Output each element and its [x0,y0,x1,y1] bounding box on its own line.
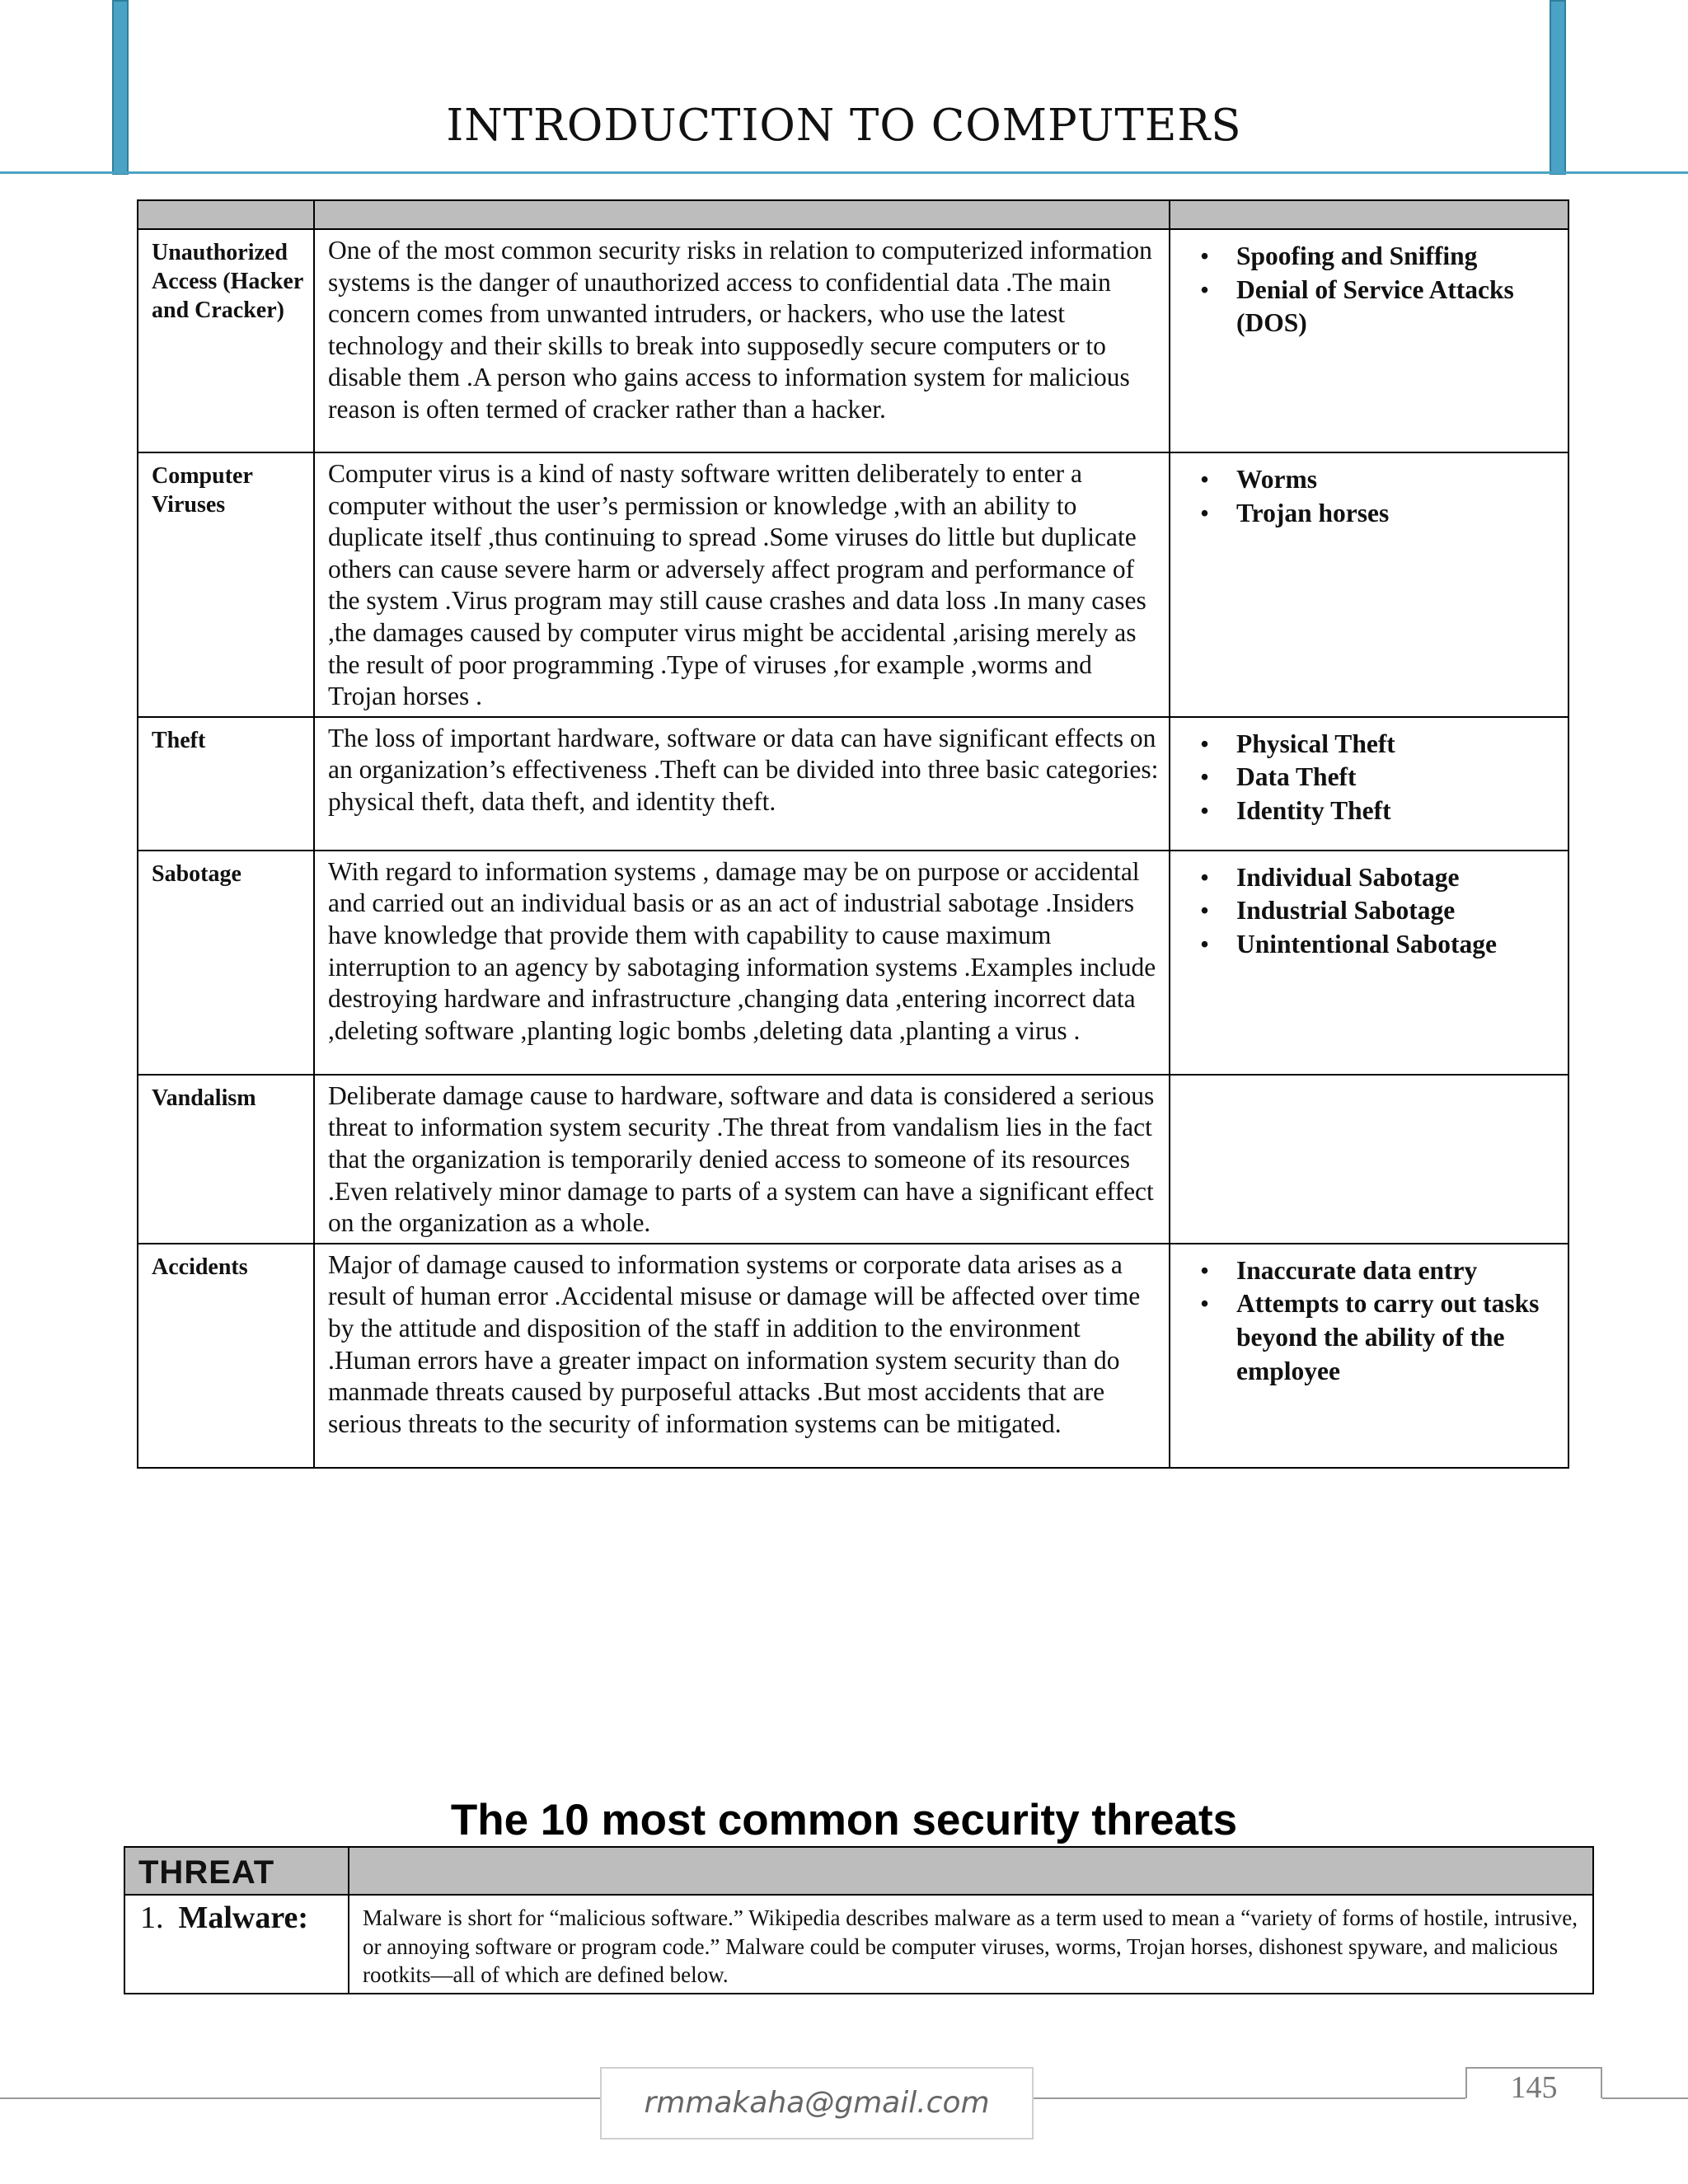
threat-item-name: Malware: [178,1900,309,1935]
footer-rule [0,2097,600,2099]
header-rule [0,171,1688,174]
list-item: • Identity Theft [1184,794,1561,828]
list-item: • Data Theft [1184,761,1561,794]
list-item: • Trojan horses [1184,497,1561,531]
threat-category: Unauthorized Access (Hacker and Cracker) [152,240,303,323]
bullet-icon: • [1200,465,1210,494]
list-item: • Attempts to carry out tasks beyond the ability of the employee [1200,1289,1540,1385]
header-cell [1170,200,1568,229]
threat-item-description: Malware is short for “malicious software.” Wikipedia describes malware as a term used to mean a “variety of forms of hostile, intrusive, or annoying software or program code.” Malware could be computer viruses, worms, Trojan horses, dishonest spyware, and malicious rootkits—all of which are defined below. [363,1905,1578,1987]
threat-item-title [125,1896,348,1937]
threat-examples [1170,718,1568,828]
table-row [138,229,1568,452]
list-item: • Industrial Sabotage [1184,894,1561,928]
threat-examples [1170,851,1568,962]
threat-description: One of the most common security risks in relation to computerized information systems is the danger of unauthorized access to confidential data .The main concern comes from unwanted intruders, or hackers, who use the latest technology and their skills to break into supposedly secure computers or to disable them .A person who gains access to information system for malicious reason is often termed of cracker rather than a hacker. [328,236,1152,424]
bullet-icon: • [1200,1289,1210,1319]
table-row [124,1895,1593,1994]
table-row [138,1244,1568,1468]
common-threats-table [124,1846,1594,1994]
list-item: • Physical Theft [1184,728,1561,762]
footer-rule [1034,2097,1465,2099]
bullet-icon: • [1200,729,1210,758]
empty-examples-cell [1170,1075,1568,1244]
footer-email: rmmakaha@gmail.com [600,2067,1034,2139]
threat-examples [1170,1244,1568,1388]
threat-description: The loss of important hardware, software or data can have significant effects on an organization’s effectiveness .Theft can be divided into three basic categories: physical theft, data theft, and identity theft. [328,723,1159,816]
bullet-icon: • [1200,274,1210,304]
threat-description: Deliberate damage cause to hardware, software and data is considered a serious threat to information system security .The threat from vandalism lies in the fact that the organization is temporarily denied access to someone of its resources .Even relatively minor damage to parts of a system can have a significant effect on the organization as a whole. [328,1080,1155,1238]
table-row [138,452,1568,717]
bullet-icon: • [1200,862,1210,892]
list-item: • Inaccurate data entry [1184,1254,1561,1288]
header-cell [314,200,1170,229]
table-header-row [138,200,1568,229]
bullet-icon: • [1200,929,1210,958]
table-header-row [124,1847,1593,1895]
threat-category: Computer Viruses [152,463,253,518]
threat-category: Sabotage [152,860,241,887]
list-item: • Unintentional Sabotage [1184,928,1561,962]
security-threats-table [137,199,1569,1469]
page-title: INTRODUCTION TO COMPUTERS [446,101,1242,151]
threat-column-header: THREAT [138,1854,275,1891]
bullet-icon: • [1200,1255,1210,1285]
threat-category: Theft [152,727,206,753]
table-row [138,1075,1568,1244]
section-title: The 10 most common security threats [450,1796,1238,1844]
list-item: • Worms [1184,463,1561,497]
threat-description: Computer virus is a kind of nasty software written deliberately to enter a computer without the user’s permission or knowledge ,with an ability to duplicate itself ,thus continuing to spread .Some viruses do little but duplicate others can cause severe harm or adversely affect program and performance of the system .Virus program may still cause crashes and data loss .In many cases ,the damages caused by computer virus might be accidental ,arising merely as the result of poor programming .Type of viruses ,for example ,worms and Trojan horses . [328,459,1146,711]
threat-examples [1170,453,1568,530]
footer-rule [1602,2097,1688,2099]
list-item: • Denial of Service Attacks (DOS) [1200,274,1514,338]
threat-description: Major of damage caused to information systems or corporate data arises as a result of human error .Accidental misuse or damage will be affected over time by the attitude and disposition of the staff in addition to the environment .Human errors have a greater impact on information system security than do manmade threats caused by purposeful attacks .But most accidents that are serious threats to the security of information systems can be mitigated. [328,1249,1141,1438]
list-item: • Individual Sabotage [1184,861,1561,895]
header-cell [349,1847,1593,1895]
bullet-icon: • [1200,762,1210,792]
threat-category: Vandalism [152,1085,256,1111]
threat-item-number: 1. [140,1900,164,1935]
table-row [138,717,1568,851]
list-item: • Spoofing and Sniffing [1184,240,1561,274]
bullet-icon: • [1200,795,1210,825]
page-number: 145 [1510,2070,1558,2105]
threat-examples [1170,230,1568,340]
threat-description: With regard to information systems , damage may be on purpose or accidental and carried out an individual basis or as an act of industrial sabotage .Insiders have knowledge that provide them with capability to cause maximum interruption to an agency by sabotaging information systems .Examples include destroying hardware and infrastructure ,changing data ,entering incorrect data ,deleting software ,planting logic bombs ,deleting data ,planting a virus . [328,856,1156,1045]
bullet-icon: • [1200,896,1210,926]
threat-category: Accidents [152,1254,248,1280]
table-row [138,851,1568,1075]
bullet-icon: • [1200,498,1210,527]
bullet-icon: • [1200,241,1210,270]
header-cell [138,200,314,229]
